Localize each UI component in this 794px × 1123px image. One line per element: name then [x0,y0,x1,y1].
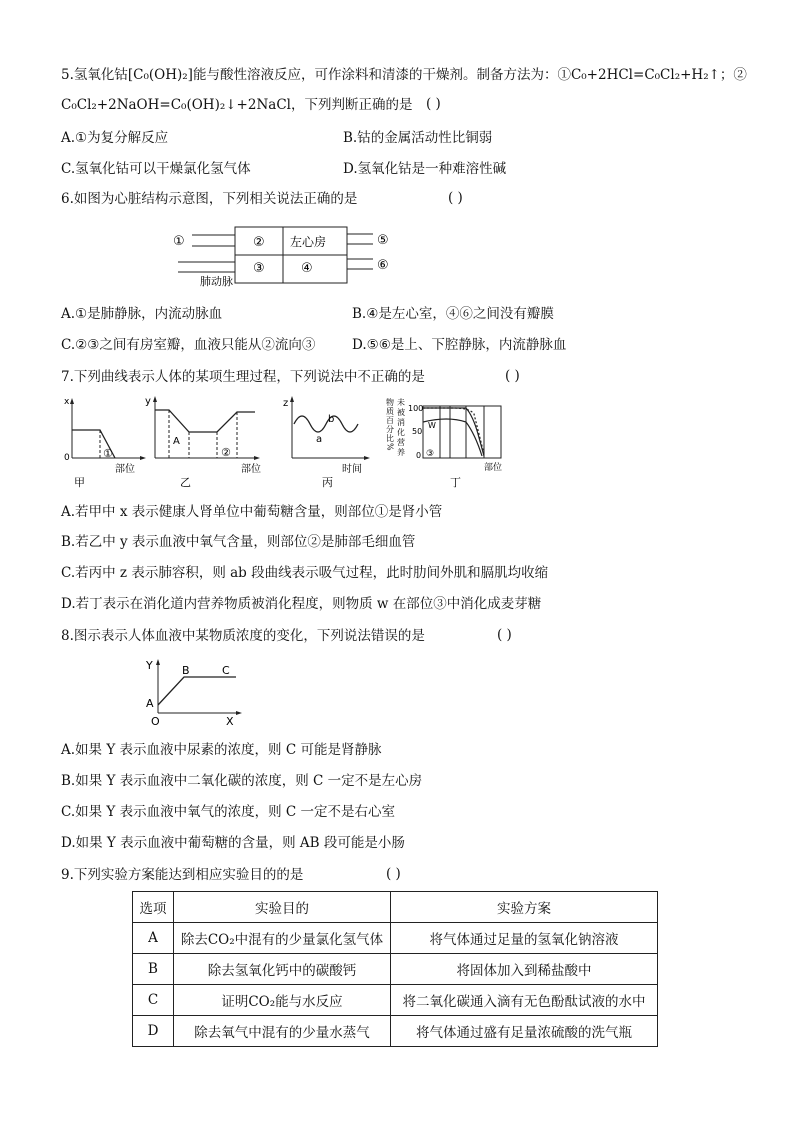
row-a-plan: 将气体通过足量的氢氧化钠溶液 [391,923,658,954]
jia-caption: 甲 [74,476,85,489]
ding-mark: ③ [426,449,435,459]
yi-caption: 乙 [180,476,191,489]
q6-option-b: B.④是左心室，④⑥之间没有瓣膜 [352,306,554,322]
table-row [133,1016,658,1047]
graph-q8 [140,655,250,727]
q5-stem-line2: C₀Cl₂+2NaOH=C₀(OH)₂↓+2NaCl，下列判断正确的是 [61,97,413,113]
row-d-purpose: 除去氧气中混有的少量水蒸气 [174,1016,391,1047]
graph-jia [60,394,150,490]
q8-point-c: C [222,664,230,677]
label-n2: ② [253,235,265,250]
q5-option-b: B.钴的金属活动性比铜弱 [343,130,493,146]
row-b-plan: 将固体加入到稀盐酸中 [391,954,658,985]
ding-ylabel-col2: 未被消化营养 [396,398,406,458]
row-c-option: C [133,985,174,1016]
bing-point-a: a [316,434,323,445]
jia-mark: ① [103,447,113,460]
label-left-atrium: 左心房 [290,235,327,249]
q8-origin: O [151,715,160,727]
graph-yi [145,394,270,490]
q8-y-label: Y [146,659,153,672]
bing-point-b: b [328,414,335,425]
q5-answer-blank: ( ) [426,96,441,112]
q5-option-d: D.氢氧化钴是一种难溶性碱 [343,161,507,177]
jia-x-label: x [64,397,70,407]
yi-region-a: A [173,436,180,447]
q6-option-c: C.②③之间有房室瓣，血液只能从②流向③ [61,337,316,353]
label-n3: ③ [253,261,265,276]
q8-option-d: D.如果 Y 表示血液中葡萄糖的含量，则 AB 段可能是小肠 [61,835,405,851]
ding-tick-50: 50 [412,427,423,436]
q7-option-a: A.若甲中 x 表示健康人肾单位中葡萄糖含量，则部位①是肾小管 [61,504,443,520]
header-option: 选项 [133,892,174,923]
q5-option-c: C.氢氧化钴可以干燥氯化氢气体 [61,161,251,177]
yi-y-label: y [145,396,151,407]
q9-table [132,891,658,1047]
heart-structure-diagram [170,222,400,290]
table-row [133,954,658,985]
jia-origin: 0 [64,453,70,463]
ding-ylabel-col1: 物质百分比% [385,398,395,452]
row-b-purpose: 除去氢氧化钙中的碳酸钙 [174,954,391,985]
q8-point-b: B [182,664,190,677]
label-n1: ① [173,234,185,249]
q8-answer-blank: ( ) [497,627,512,643]
row-c-purpose: 证明CO₂能与水反应 [174,985,391,1016]
q7-stem: 7.下列曲线表示人体的某项生理过程，下列说法中不正确的是 [61,369,425,385]
q8-point-a: A [146,697,154,710]
ding-tick-100: 100 [408,404,424,413]
row-a-purpose: 除去CO₂中混有的少量氯化氢气体 [174,923,391,954]
label-n5: ⑤ [377,233,389,248]
jia-axis-label: 部位 [115,464,135,475]
header-purpose: 实验目的 [174,892,391,923]
row-b-option: B [133,954,174,985]
label-n4: ④ [301,261,313,276]
label-n6: ⑥ [377,258,389,273]
q8-option-c: C.如果 Y 表示血液中氧气的浓度，则 C 一定不是右心室 [61,804,396,820]
bing-axis-label: 时间 [342,464,362,475]
q8-option-b: B.如果 Y 表示血液中二氧化碳的浓度，则 C 一定不是左心房 [61,773,423,789]
q6-option-a: A.①是肺静脉，内流动脉血 [61,306,223,322]
row-c-plan: 将二氧化碳通入滴有无色酚酞试液的水中 [391,985,658,1016]
graph-bing [280,394,375,490]
q7-option-d: D.若丁表示在消化道内营养物质被消化程度，则物质 w 在部位③中消化成麦芽糖 [61,596,542,612]
ding-w-label: W [428,421,436,430]
q8-option-a: A.如果 Y 表示血液中尿素的浓度，则 C 可能是肾静脉 [61,742,382,758]
q7-option-b: B.若乙中 y 表示血液中氧气含量，则部位②是肺部毛细血管 [61,534,416,550]
table-row [133,985,658,1016]
label-pulmonary-artery: 肺动脉 [200,275,233,288]
bing-z-label: z [283,398,289,409]
yi-axis-label: 部位 [241,464,261,475]
bing-caption: 丙 [322,476,333,489]
q6-answer-blank: ( ) [448,190,463,206]
q8-x-label: X [226,715,234,727]
yi-mark: ② [221,446,231,459]
q8-stem: 8.图示表示人体血液中某物质浓度的变化，下列说法错误的是 [61,628,425,644]
ding-axis-label: 部位 [484,463,503,473]
row-d-option: D [133,1016,174,1047]
q5-stem-line1: 5.氢氧化钴[C₀(OH)₂]能与酸性溶液反应，可作涂料和清漆的干燥剂。制备方法为：①C₀+2HCl=C₀Cl₂+H₂↑；② [61,67,747,83]
header-plan: 实验方案 [391,892,658,923]
ding-caption: 丁 [450,476,461,489]
ding-tick-0: 0 [416,451,422,460]
q6-option-d: D.⑤⑥是上、下腔静脉，内流静脉血 [352,337,567,353]
q9-answer-blank: ( ) [386,866,401,882]
q7-option-c: C.若丙中 z 表示肺容积，则 ab 段曲线表示吸气过程，此时肋间外肌和膈肌均收缩 [61,565,549,581]
graph-ding [378,394,518,490]
row-d-plan: 将气体通过盛有足量浓硫酸的洗气瓶 [391,1016,658,1047]
row-a-option: A [133,923,174,954]
q7-answer-blank: ( ) [505,368,520,384]
table-header-row [133,892,658,923]
q6-stem: 6.如图为心脏结构示意图，下列相关说法正确的是 [61,191,358,207]
q9-stem: 9.下列实验方案能达到相应实验目的的是 [61,867,304,883]
q5-option-a: A.①为复分解反应 [61,130,169,146]
table-row [133,923,658,954]
